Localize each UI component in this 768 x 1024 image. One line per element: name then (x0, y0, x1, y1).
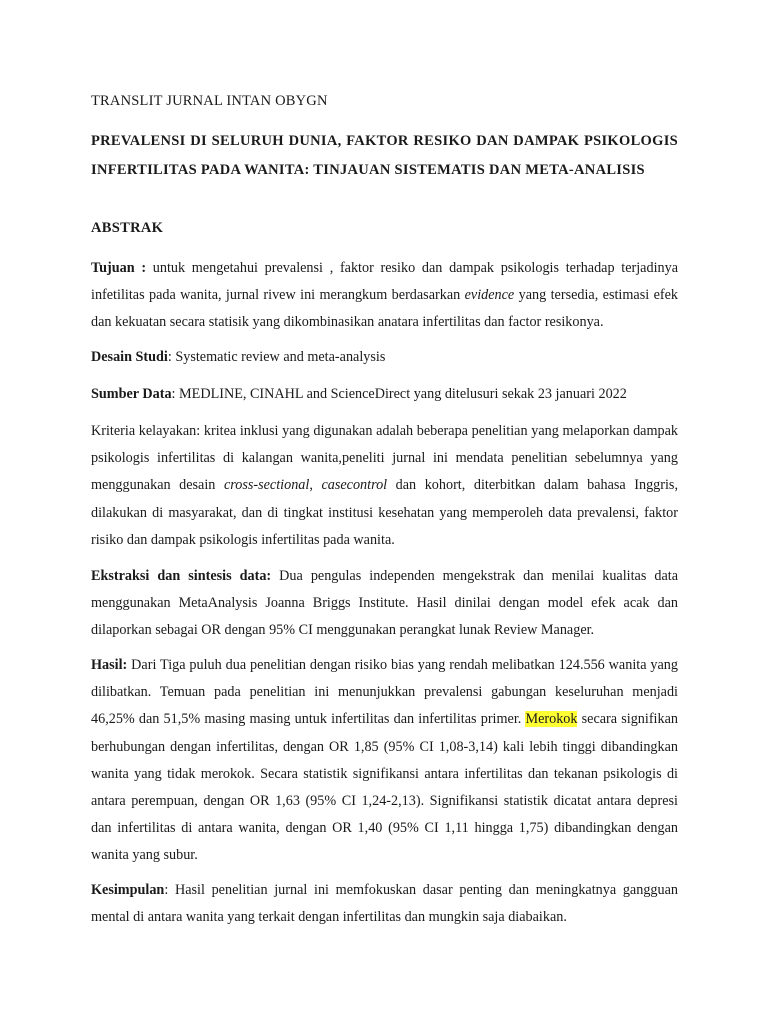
hasil-text-b: secara signifikan berhubungan dengan infertilitas, dengan OR 1,85 (95% CI 1,08-3,14) kali lebih tinggi dibandingkan wanita yang tidak merokok. Secara statistik signifikansi antara infertilitas dan tekanan psikologis di antara perempuan, dengan OR 1,63 (95% CI 1,24-2,13). Signifikansi statistik dicatat antara depresi dan infertilitas di antara wanita, dengan OR 1,40 (95% CI 1,11 hingga 1,75) dibandingkan dengan wanita yang subur. (91, 711, 678, 864)
paragraph-sumber (91, 381, 678, 408)
highlighted-text: Merokok (525, 711, 578, 728)
ekstraksi-label: Ekstraksi dan sintesis data: (91, 568, 272, 584)
article-title: PREVALENSI DI SELURUH DUNIA, FAKTOR RESIKO DAN DAMPAK PSIKOLOGIS INFERTILITAS PADA WANITA: TINJAUAN SISTEMATIS DAN META-ANALISIS (91, 133, 678, 178)
abstract-heading: ABSTRAK (91, 220, 164, 236)
paragraph-hasil (91, 652, 678, 870)
tujuan-emphasis: evidence (464, 287, 515, 304)
tujuan-text-b: yang tersedia, estimasi efek dan kekuatan secara statisik yang dikombinasikan anatara infertilitas dan factor resikonya. (91, 287, 678, 331)
desain-text: : Systematic review and meta-analysis (167, 349, 386, 365)
kesimpulan-label: Kesimpulan (91, 882, 165, 898)
hasil-text-a: Dari Tiga puluh dua penelitian dengan risiko bias yang rendah melibatkan 124.556 wanita yang dilibatkan. Temuan pada penelitian ini menunjukkan prevalensi gabungan keseluruhan menjadi 46,25% dan 51,5% masing masing untuk infertilitas dan infertilitas primer. (91, 657, 678, 728)
tujuan-text-a: untuk mengetahui prevalensi , faktor resiko dan dampak psikologis terhadap terjadinya infetilitas pada wanita, jurnal rivew ini merangkum berdasarkan (91, 260, 678, 304)
paragraph-tujuan (91, 255, 678, 337)
paragraph-ekstraksi (91, 563, 678, 645)
ekstraksi-text: Dua pengulas independen mengekstrak dan menilai kualitas data menggunakan MetaAnalysis Joanna Briggs Institute. Hasil dinilai dengan model efek acak dan dilaporkan sebagai OR dengan 95% CI menggunakan perangkat lunak Review Manager. (91, 568, 679, 639)
paragraph-kesimpulan (91, 877, 678, 931)
desain-label: Desain Studi (91, 349, 168, 365)
tujuan-label: Tujuan : (91, 260, 147, 276)
paragraph-kriteria (91, 418, 678, 554)
kriteria-text-b: dan kohort, diterbitkan dalam bahasa Inggris, dilakukan di masyarakat, dan di tingkat institusi kesehatan yang memperoleh data prevalensi, faktor risiko dan dampak psikologis infertilitas pada wanita. (91, 477, 679, 548)
sumber-text: : MEDLINE, CINAHL and ScienceDirect yang ditelusuri sekak 23 januari 2022 (171, 386, 627, 402)
kriteria-text-a: Kriteria kelayakan: kritea inklusi yang digunakan adalah beberapa penelitian yang melaporkan dampak psikologis infertilitas di kalangan wanita,peneliti jurnal ini mendata penelitian sebelumnya yang menggunakan desain (91, 423, 678, 494)
kesimpulan-text: : Hasil penelitian jurnal ini memfokuskan dasar penting dan meningkatnya gangguan mental di antara wanita yang terkait dengan infertilitas dan mungkin saja diabaikan. (91, 882, 678, 926)
paragraph-desain (91, 344, 678, 371)
kriteria-emphasis-1: cross-sectional (223, 477, 310, 494)
kriteria-emphasis-2: casecontrol (321, 477, 388, 494)
hasil-label: Hasil: (91, 657, 128, 673)
kriteria-separator: , (309, 477, 322, 494)
sumber-label: Sumber Data (91, 386, 172, 402)
document-header: TRANSLIT JURNAL INTAN OBYGN (91, 93, 328, 109)
